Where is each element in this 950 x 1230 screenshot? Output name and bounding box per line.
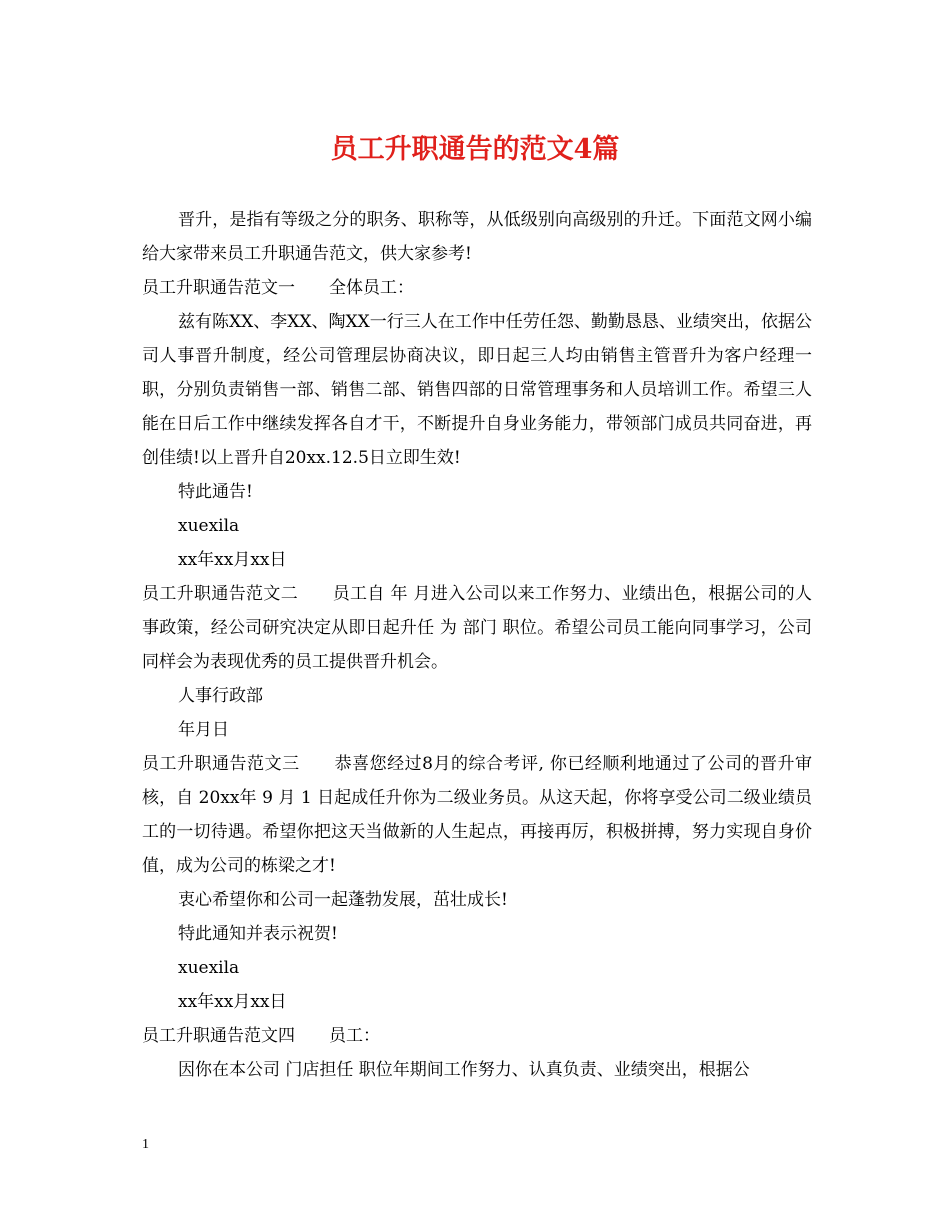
document-title: 员工升职通告的范文4篇	[330, 134, 620, 165]
paragraph: 晋升，是指有等级之分的职务、职称等，从低级别向高级别的升迁。下面范文网小编给大家带来员工升职通告范文，供大家参考!	[142, 210, 812, 264]
paragraph: 特此通知并表示祝贺!	[178, 924, 338, 944]
paragraph: 员工升职通告范文二 员工自 年 月进入公司以来工作努力、业绩出色，根据公司的人事政策，经公司研究决定从即日起升任 为 部门 职位。希望公司员工能向同事学习，公司同样会为表现优秀的员工提供晋升机会。	[142, 584, 812, 672]
paragraph: 员工升职通告范文三 恭喜您经过8月的综合考评, 你已经顺利地通过了公司的晋升审核，自 20xx年 9 月 1 日起成任升你为二级业务员。从这天起，你将享受公司二级业绩员工的一切待遇。希望你把这天当做新的人生起点，再接再厉，积极拼搏，努力实现自身价值，成为公司的栋梁之才!	[142, 754, 812, 876]
paragraph: 特此通告!	[178, 482, 253, 502]
paragraph: 人事行政部	[178, 686, 263, 706]
paragraph: xuexila	[178, 516, 240, 536]
page-number: 1	[142, 1137, 149, 1152]
paragraph: 因你在本公司 门店担任 职位年期间工作努力、认真负责、业绩突出，根据公	[178, 1060, 750, 1080]
paragraph: 年月日	[178, 720, 229, 740]
paragraph: xx年xx月xx日	[178, 550, 287, 570]
paragraph: xx年xx月xx日	[178, 992, 287, 1012]
paragraph: 兹有陈XX、李XX、陶XX一行三人在工作中任劳任怨、勤勤恳恳、业绩突出，依据公司人事晋升制度，经公司管理层协商决议，即日起三人均由销售主管晋升为客户经理一职，分别负责销售一部、销售二部、销售四部的日常管理事务和人员培训工作。希望三人能在日后工作中继续发挥各自才干，不断提升自身业务能力，带领部门成员共同奋进，再创佳绩!以上晋升自20xx.12.5日立即生效!	[142, 312, 812, 468]
paragraph: 员工升职通告范文四 员工：	[142, 1026, 380, 1046]
paragraph: 衷心希望你和公司一起蓬勃发展，茁壮成长!	[178, 890, 508, 910]
paragraph: 员工升职通告范文一 全体员工：	[142, 278, 414, 298]
document-body	[142, 203, 812, 1087]
paragraph: xuexila	[178, 958, 240, 978]
